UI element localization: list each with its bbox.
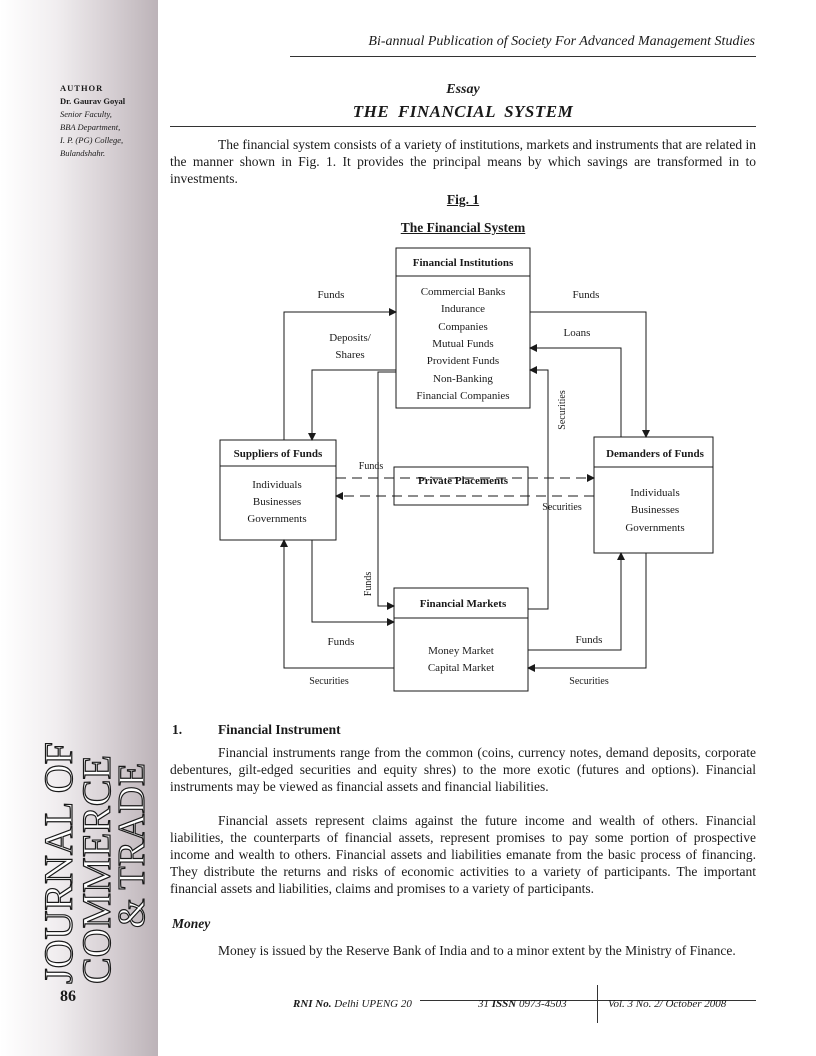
institutions-item: Commercial Banks: [420, 286, 506, 298]
suppliers-title: Suppliers of Funds: [233, 448, 323, 460]
label-securities-bottom-left: Securities: [309, 676, 349, 687]
footer-issn: [478, 998, 567, 1010]
figure-label: Fig. 1: [446, 192, 480, 207]
label-securities-private: Securities: [542, 502, 582, 513]
suppliers-item: Governments: [247, 513, 307, 525]
journal-logo-line3: & TRADE: [111, 762, 153, 928]
markets-item: Capital Market: [427, 662, 495, 674]
author-role: Senior Faculty,: [60, 109, 112, 119]
label-funds-top-right: Funds: [572, 289, 600, 301]
label-funds-bottom-right: Funds: [575, 634, 603, 646]
page-number: 86: [60, 988, 76, 1005]
label-funds-top-left: Funds: [317, 289, 345, 301]
author-dept: BBA Department,: [60, 122, 121, 132]
section-paragraph: Financial assets represent claims against the future income and wealth of others. Financial liabilities, the counterparts of financial assets, represent promises to pay some portion of prospective income and wealth to others. Financial assets and liabilities emanate from the basic process of financing. They distribute the returns and risks of economic activities to a variety of participants. The important financial assets and liabilities, claims and promises to a variety of participants.: [170, 813, 756, 896]
label-funds-bottom-left: Funds: [327, 636, 355, 648]
demanders-item: Individuals: [630, 487, 680, 499]
publication-header: Bi-annual Publication of Society For Advanced Management Studies: [368, 34, 755, 49]
section-title: Financial Instrument: [218, 722, 341, 737]
markets-box: [394, 588, 528, 691]
author-block: [60, 82, 160, 160]
title-rule: [170, 126, 756, 127]
author-label: AUTHOR: [60, 83, 104, 93]
footer-rni-tail: 31: [478, 998, 489, 1010]
figure-title: The Financial System: [400, 220, 526, 235]
author-name: Dr. Gaurav Goyal: [60, 96, 126, 106]
footer-rni-value: Delhi UPENG 20: [334, 998, 412, 1010]
private-placements-title: Private Placements: [417, 475, 509, 487]
header-rule: [290, 56, 756, 57]
demanders-box: [594, 437, 713, 553]
institutions-item: Mutual Funds: [432, 338, 494, 350]
footer-rni: [293, 998, 412, 1010]
demanders-title: Demanders of Funds: [606, 448, 704, 460]
section-number: 1.: [172, 722, 183, 737]
markets-title: Financial Markets: [419, 598, 507, 610]
institutions-box: [396, 248, 530, 408]
label-deposits: Deposits/: [329, 332, 371, 344]
section-paragraph: Financial instruments range from the common (coins, currency notes, demand deposits, corporate debentures, gilt-edged securities and equity shres) to the more exotic (futures and options). Financial instruments may be viewed as financial assets and financial liabilities.: [170, 745, 756, 794]
institutions-item: Financial Companies: [416, 390, 510, 402]
footer-issn-value: 0973-4503: [518, 998, 567, 1010]
footer-issn-label: ISSN: [491, 998, 517, 1010]
footer-rni-label: RNI No.: [293, 998, 332, 1010]
footer-volume: Vol. 3 No. 2/ October 2008: [608, 998, 727, 1010]
institutions-item: Indurance: [441, 303, 485, 315]
institutions-item: Provident Funds: [426, 355, 500, 367]
label-funds-private: Funds: [358, 461, 384, 472]
money-heading: Money: [172, 916, 211, 931]
article-title: THE FINANCIAL SYSTEM: [352, 102, 574, 121]
section-heading: [172, 722, 341, 738]
author-college: I. P. (PG) College,: [60, 135, 124, 145]
label-funds-vertical: Funds: [363, 571, 374, 597]
journal-logo-line1: JOURNAL OF: [36, 742, 81, 984]
private-placements-box: [394, 467, 528, 505]
demanders-item: Governments: [625, 522, 685, 534]
author-city: Bulandshahr.: [60, 148, 106, 158]
label-securities-bottom-right: Securities: [569, 676, 609, 687]
demanders-item: Businesses: [630, 504, 680, 516]
institutions-item: Companies: [438, 321, 488, 333]
institutions-title: Financial Institutions: [412, 257, 514, 269]
journal-logo: [36, 668, 153, 988]
label-loans: Loans: [563, 327, 591, 339]
article-category: Essay: [446, 82, 480, 97]
suppliers-item: Individuals: [252, 479, 302, 491]
suppliers-item: Businesses: [252, 496, 302, 508]
intro-paragraph: The financial system consists of a variety of institutions, markets and instruments that are related in the manner shown in Fig. 1. It provides the principal means by which savings are transformed in to investments.: [170, 137, 756, 186]
markets-item: Money Market: [428, 645, 494, 657]
footer-divider: [597, 985, 598, 1023]
journal-logo-line2: COMMERCE: [74, 755, 119, 984]
money-paragraph: Money is issued by the Reserve Bank of India and to a minor extent by the Ministry of Finance.: [218, 943, 736, 958]
label-securities-vertical: Securities: [557, 390, 568, 430]
institutions-item: Non-Banking: [433, 373, 493, 385]
label-shares: Shares: [335, 349, 365, 361]
suppliers-box: [220, 440, 336, 540]
